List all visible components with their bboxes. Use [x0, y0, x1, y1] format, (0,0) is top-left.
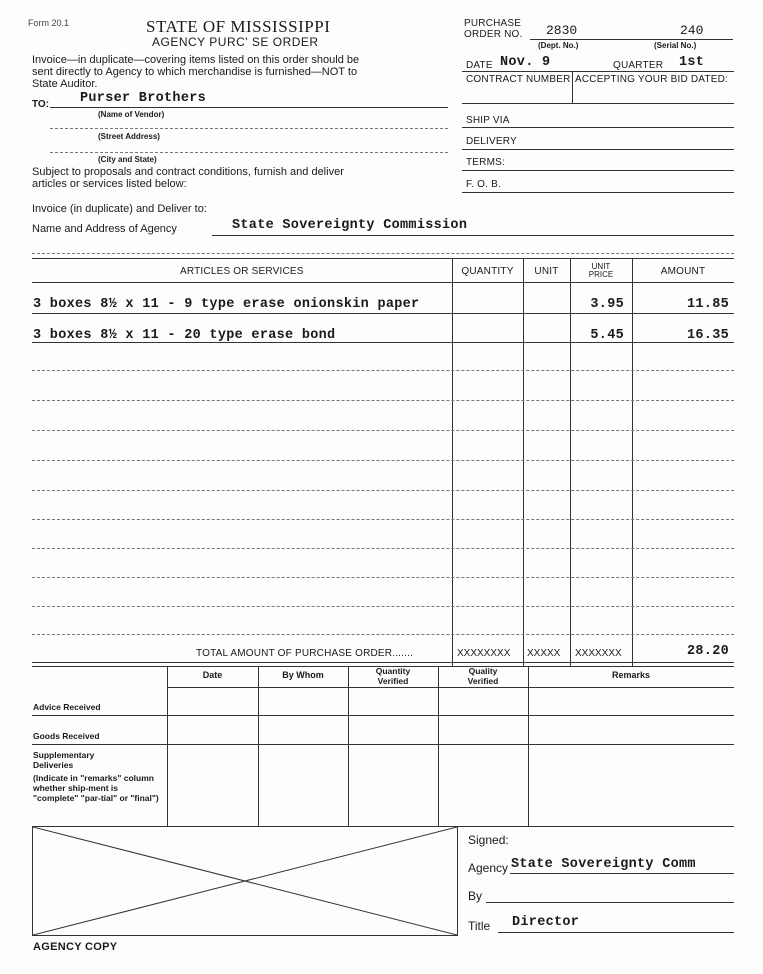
receipt-header-by-whom: By Whom — [282, 670, 324, 680]
agency-sign-value: State Sovereignty Comm — [511, 857, 696, 872]
order-number-line — [530, 39, 733, 40]
contract-line — [462, 103, 734, 104]
title-value: Director — [512, 915, 580, 930]
contract-number-label: CONTRACT NUMBER — [466, 74, 571, 85]
contract-divider — [572, 71, 573, 103]
quarter-label: QUARTER — [613, 60, 664, 71]
city-line — [50, 152, 448, 153]
crossed-out-box — [32, 826, 458, 936]
total-line — [32, 662, 734, 663]
delivery-label: DELIVERY — [466, 136, 517, 147]
signed-label: Signed: — [468, 833, 509, 847]
goods-received-label: Goods Received — [33, 731, 100, 741]
ship-via-line — [462, 127, 734, 128]
receipt-row-line — [32, 715, 734, 716]
col-divider-amount — [632, 258, 633, 666]
to-label: TO: — [32, 99, 50, 110]
ship-via-label: SHIP VIA — [466, 115, 510, 126]
purchase-label: PURCHASE — [464, 18, 522, 29]
dept-no-caption: (Dept. No.) — [538, 41, 579, 50]
instruction-line-3: State Auditor. — [32, 78, 98, 90]
row-1-article: 3 boxes 8½ x 11 - 9 type erase onionskin paper — [33, 297, 420, 312]
supplementary-label-1: Supplementary — [33, 750, 95, 760]
title-line — [498, 932, 734, 933]
receipt-col-quality — [438, 666, 439, 826]
vendor-name-caption: (Name of Vendor) — [98, 110, 165, 119]
terms-line — [462, 170, 734, 171]
by-line — [486, 902, 734, 903]
invoice-deliver-label: Invoice (in duplicate) and Deliver to: — [32, 203, 207, 215]
cross-lines — [33, 827, 457, 935]
agency-name: State Sovereignty Commission — [232, 218, 468, 233]
vendor-name-line — [50, 107, 448, 108]
receipt-col-by-whom — [258, 666, 259, 826]
table-row-line — [32, 430, 734, 431]
header-amount: AMOUNT — [660, 266, 706, 277]
agency-sign-label: Agency — [468, 861, 509, 875]
table-row-line — [32, 370, 734, 371]
agency-address-line — [32, 253, 734, 254]
table-row-line — [32, 342, 734, 343]
agency-address-label: Name and Address of Agency — [32, 223, 177, 235]
table-row-line — [32, 400, 734, 401]
header-unit: UNIT — [534, 266, 559, 277]
form-title: STATE OF MISSISSIPPI — [146, 17, 331, 36]
header-quantity: QUANTITY — [461, 266, 514, 277]
total-unit-price-x: XXXXXXX — [575, 648, 622, 659]
delivery-line — [462, 149, 734, 150]
receipt-col-remarks — [528, 666, 529, 826]
table-row-line — [32, 577, 734, 578]
total-amount: 28.20 — [686, 644, 729, 659]
table-row-line — [32, 313, 734, 314]
dept-number: 2830 — [546, 23, 578, 38]
table-row-line — [32, 460, 734, 461]
receipt-header-quantity-1: Quantity — [375, 666, 411, 676]
street-caption: (Street Address) — [98, 132, 160, 141]
order-no-label: ORDER NO. — [464, 29, 523, 40]
table-row-line — [32, 548, 734, 549]
agency-copy-label: AGENCY COPY — [33, 941, 118, 953]
row-2-article: 3 boxes 8½ x 11 - 20 type erase bond — [33, 328, 336, 343]
city-caption: (City and State) — [98, 155, 157, 164]
table-row-line — [32, 490, 734, 491]
receipt-header-quantity-2: Verified — [377, 676, 409, 686]
col-divider-quantity — [452, 258, 453, 666]
date-value: Nov. 9 — [500, 55, 551, 70]
subject-line-2: articles or services listed below: — [32, 178, 187, 190]
row-2-amount: 16.35 — [686, 328, 729, 343]
table-row-line — [32, 519, 734, 520]
table-row-line — [32, 634, 734, 635]
header-unit-price-2: PRICE — [588, 270, 614, 279]
agency-sign-line — [510, 873, 734, 874]
form-number: Form 20.1 — [28, 18, 70, 28]
fob-label: F. O. B. — [466, 179, 501, 190]
street-line — [50, 128, 448, 129]
col-divider-unit-price — [570, 258, 571, 666]
fob-line — [462, 192, 734, 193]
date-label: DATE — [466, 60, 493, 71]
title-label: Title — [468, 919, 491, 933]
instruction-line-2: sent directly to Agency to which merchandise is furnished—NOT to — [32, 66, 358, 78]
table-row-line — [32, 606, 734, 607]
indicate-note: (Indicate in "remarks" column whether ship-ment is "complete" "par-tial" or "final") — [33, 773, 159, 803]
header-articles: ARTICLES OR SERVICES — [180, 266, 304, 277]
form-subtitle: AGENCY PURC' SE ORDER — [152, 35, 319, 49]
subject-line-1: Subject to proposals and contract conditions, furnish and deliver — [32, 166, 344, 178]
receipt-col-quantity — [348, 666, 349, 826]
total-label: TOTAL AMOUNT OF PURCHASE ORDER....... — [196, 648, 414, 659]
quarter-value: 1st — [679, 55, 705, 70]
receipt-col-date — [167, 666, 168, 826]
advice-received-label: Advice Received — [33, 702, 101, 712]
receipt-header-quality-2: Verified — [467, 676, 499, 686]
row-2-unit-price: 5.45 — [590, 328, 624, 343]
agency-name-line — [212, 235, 734, 236]
date-line — [462, 71, 734, 72]
supplementary-label-2: Deliveries — [33, 760, 74, 770]
total-quantity-x: XXXXXXXX — [457, 648, 511, 659]
by-label: By — [468, 889, 483, 903]
col-divider-unit — [523, 258, 524, 666]
receipt-row-line — [32, 744, 734, 745]
receipt-header-remarks: Remarks — [611, 670, 651, 680]
serial-no-caption: (Serial No.) — [654, 41, 697, 50]
accepting-bid-label: ACCEPTING YOUR BID DATED: — [575, 74, 728, 85]
table-top-line — [32, 258, 734, 259]
receipt-header-quality-1: Quality — [468, 666, 498, 676]
vendor-name: Purser Brothers — [80, 91, 207, 106]
receipt-header-line — [167, 687, 734, 688]
row-1-unit-price: 3.95 — [590, 297, 624, 312]
instruction-line-1: Invoice—in duplicate—covering items listed on this order should be — [32, 54, 360, 66]
total-unit-x: XXXXX — [527, 648, 561, 659]
table-header-line — [32, 282, 734, 283]
receipt-header-date: Date — [202, 670, 223, 680]
row-1-amount: 11.85 — [686, 297, 729, 312]
terms-label: TERMS: — [466, 157, 505, 168]
header-unit-price-1: UNIT — [591, 262, 611, 271]
serial-number: 240 — [680, 23, 704, 38]
